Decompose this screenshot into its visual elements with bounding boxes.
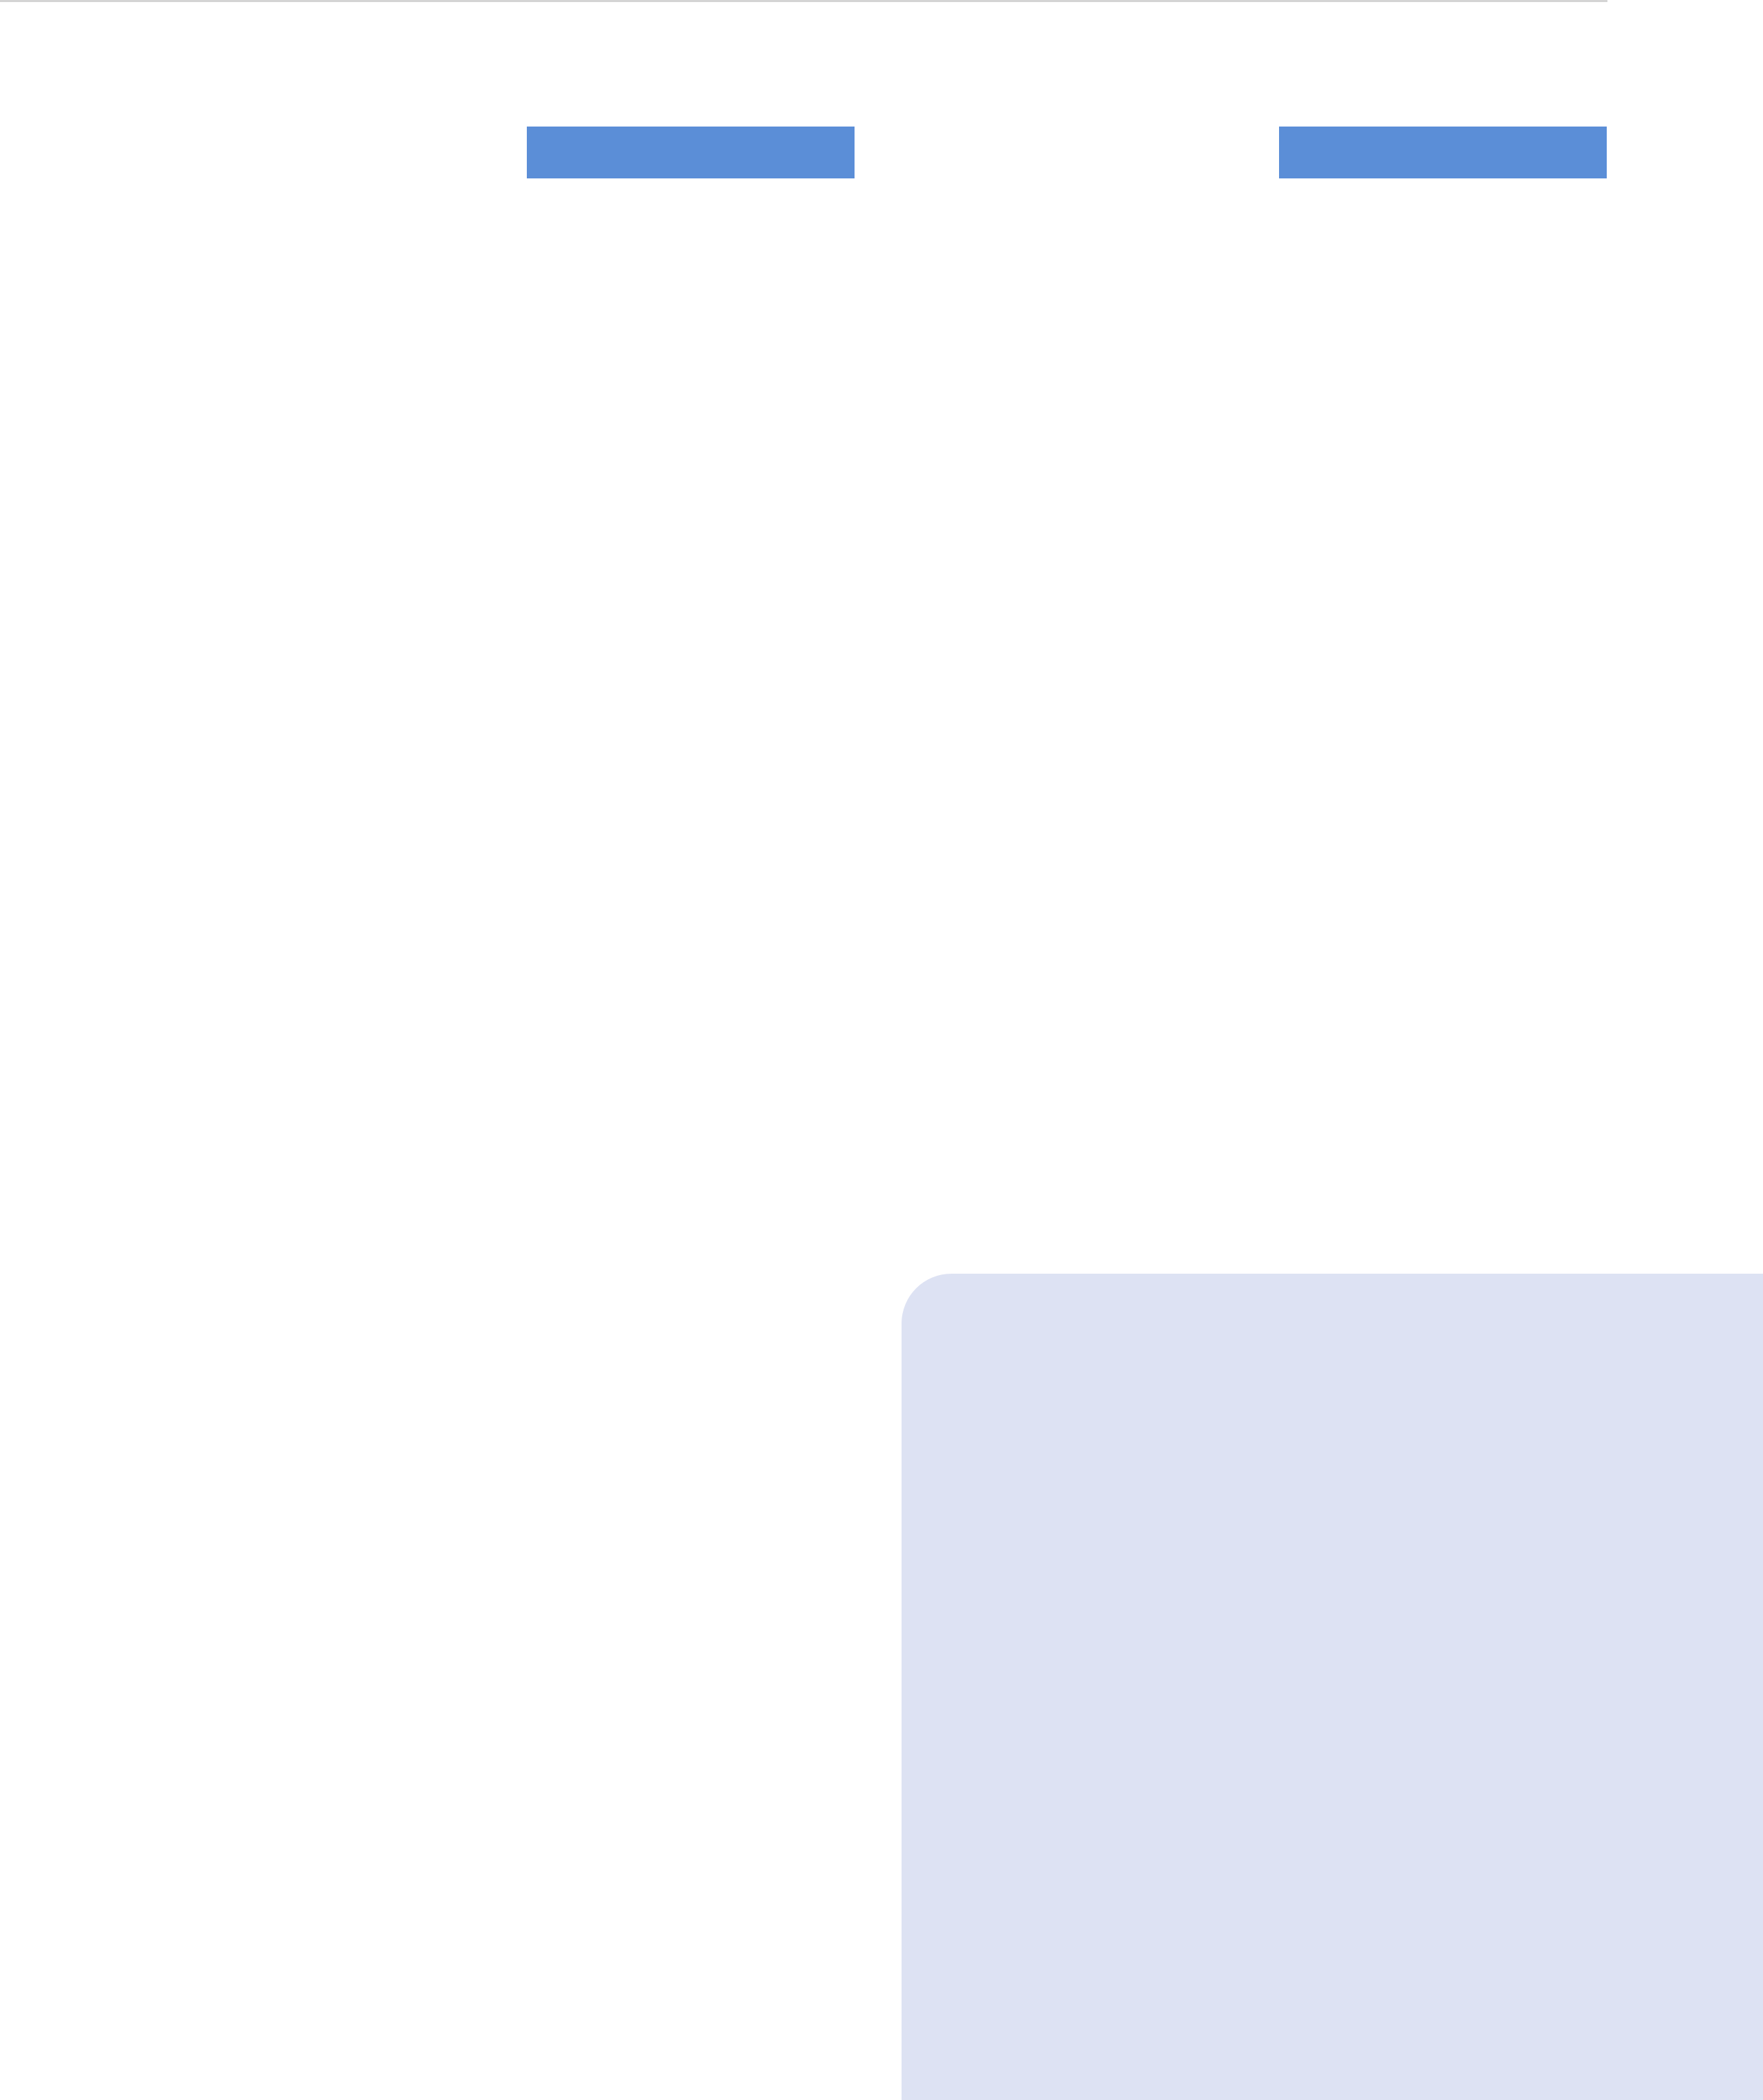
november-heading — [527, 127, 855, 178]
page-footer — [1598, 1995, 1607, 2025]
additional-info-box — [902, 1274, 1763, 2100]
december-heading — [1279, 127, 1607, 178]
top-rule — [0, 0, 1607, 2]
sports-section — [922, 1330, 1752, 1362]
arts-section — [922, 1369, 1752, 1401]
